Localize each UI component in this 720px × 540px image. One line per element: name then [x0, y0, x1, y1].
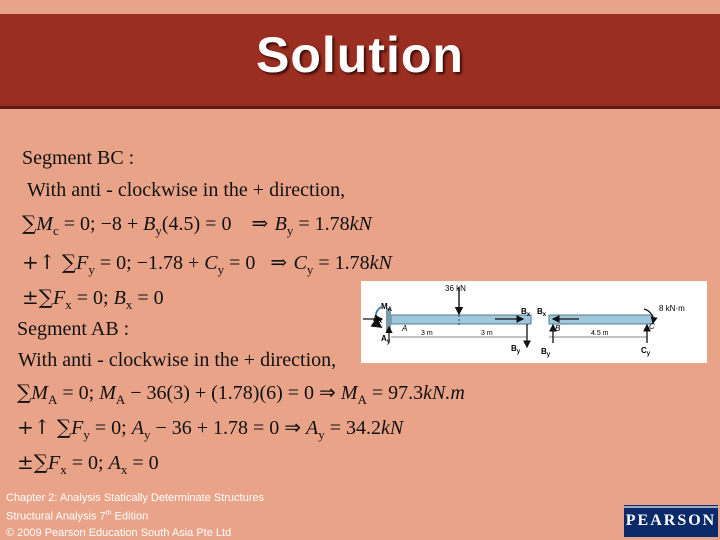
cy-label: $C_y$	[641, 346, 651, 357]
footer-chapter: Chapter 2: Analysis Statically Determinate Structures	[6, 492, 265, 504]
dim-label-1: 3 m	[421, 330, 433, 337]
segment-bc-intro: With anti - clockwise in the + direction,	[27, 179, 346, 201]
segment-ab-intro: With anti - clockwise in the + direction,	[18, 349, 337, 371]
bx-label-bc: $B_x$	[537, 307, 547, 318]
moment-label: 8 kN·m	[659, 304, 685, 313]
dim-label-2: 3 m	[481, 330, 493, 337]
equation-force-y-ab: +↑ $\sum F_y = 0$; $A_y - 36 + 1.78 = 0$ ⇒ $A_y = 34.2kN$	[17, 415, 404, 442]
equation-force-y-bc: +↑ $\sum F_y = 0$; $-1.78 + C_y = 0$ ⇒ $C_y = 1.78kN$	[22, 250, 392, 277]
point-b-label: B	[555, 324, 561, 333]
equation-force-x-ab: $\pm\sum F_x = 0$; $A_x = 0$	[17, 450, 159, 477]
load-label: 36 kN	[445, 284, 466, 293]
slide-title: Solution	[256, 27, 464, 83]
by-label-ab: $B_y$	[511, 344, 521, 355]
segment-ab-heading: Segment AB :	[17, 318, 130, 340]
footer-copyright: © 2009 Pearson Education South Asia Pte Ltd	[6, 526, 232, 539]
by-label-bc: $B_y$	[541, 347, 551, 358]
beam-figure	[361, 281, 707, 363]
equation-moment-a: $\sum M_A = 0$; $M_A - 36(3) + (1.78)(6) = 0$ ⇒ $M_A = 97.3kN.m$	[17, 380, 465, 407]
point-c-label: C	[649, 322, 655, 331]
point-a-label: A	[402, 324, 408, 333]
bx-label-ab: $B_x$	[521, 307, 531, 318]
equation-force-x-bc: $\pm\sum F_x = 0$; $B_x = 0$	[22, 285, 164, 312]
ay-label: $A_y$	[381, 334, 391, 345]
pearson-logo: PEARSON	[624, 505, 718, 537]
footer-text	[6, 490, 264, 540]
equation-moment-c: $\sum M_c = 0$; $-8 + B_y(4.5) = 0$ ⇒ $B_y = 1.78kN$	[22, 211, 372, 238]
footer-book: Structural Analysis 7th Edition	[6, 510, 149, 523]
free-body-diagram	[361, 281, 707, 363]
logo-rule	[624, 506, 718, 508]
segment-bc-heading: Segment BC :	[22, 147, 135, 169]
dim-label-3: 4.5 m	[591, 330, 609, 337]
ax-label: $A_x$	[373, 314, 383, 325]
ma-label: $M_A$	[381, 302, 393, 313]
